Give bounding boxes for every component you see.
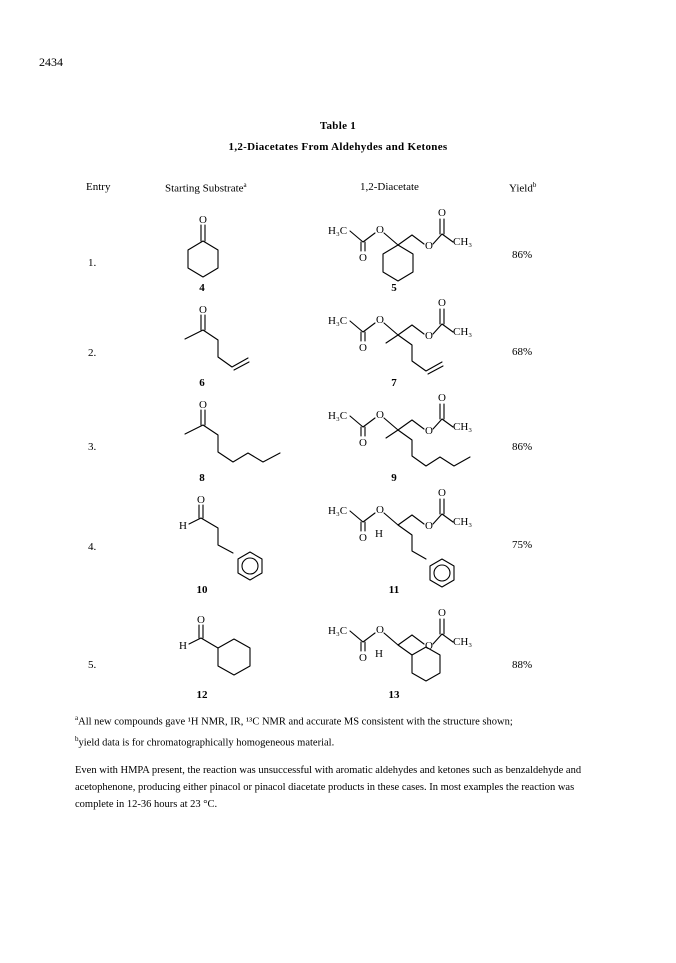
compound-number-11: 11	[388, 584, 400, 596]
structure-octanone	[160, 390, 300, 470]
atom-label: O	[425, 425, 433, 437]
atom-label: O	[359, 252, 367, 264]
yield-1: 86%	[512, 249, 533, 261]
atom-label: O	[359, 652, 367, 664]
atom-label: H	[179, 640, 187, 652]
atom-label: H₃C	[328, 505, 348, 517]
atom-label: O	[359, 532, 367, 544]
compound-number-6: 6	[199, 377, 205, 389]
compound-number-8: 8	[199, 472, 205, 484]
structure-cyclohexanone	[160, 205, 250, 285]
table-label: Table 1	[319, 120, 357, 132]
yield-2: 68%	[512, 346, 533, 358]
atom-label: CH₃	[453, 326, 473, 338]
footnote-b: $^b$yield data is for chromatographically homogeneous material.	[75, 734, 335, 748]
atom-label: O	[199, 399, 207, 411]
compound-number-12: 12	[196, 689, 208, 701]
atom-label: O	[359, 437, 367, 449]
atom-label: H	[375, 648, 383, 660]
atom-label: H₃C	[328, 315, 348, 327]
atom-label: H₃C	[328, 410, 348, 422]
structure-hexenone	[160, 295, 270, 375]
atom-label: O	[359, 342, 367, 354]
atom-label: H	[179, 520, 187, 532]
atom-label: O	[197, 614, 205, 626]
atom-label: O	[438, 487, 446, 499]
footnotes	[75, 710, 615, 751]
atom-label: O	[425, 640, 433, 652]
atom-label: H	[375, 528, 383, 540]
structure-cyclohexanecarbaldehyde	[160, 605, 280, 685]
compound-number-10: 10	[196, 584, 208, 596]
entry-1: 1.	[88, 257, 97, 269]
atom-label: H₃C	[328, 625, 348, 637]
atom-label: O	[199, 214, 207, 226]
atom-label: O	[438, 297, 446, 309]
entry-4: 4.	[88, 541, 97, 553]
atom-label: O	[376, 504, 384, 516]
atom-label: CH₃	[453, 636, 473, 648]
atom-label: O	[438, 392, 446, 404]
compound-number-7: 7	[391, 377, 397, 389]
structure-diacetate-5	[320, 195, 520, 285]
atom-label: CH₃	[453, 421, 473, 433]
atom-label: O	[425, 240, 433, 252]
yield-4: 75%	[512, 539, 533, 551]
header-entry: Entry	[86, 181, 111, 193]
compound-number-4: 4	[199, 282, 205, 294]
header-product: 1,2-Diacetate	[360, 181, 419, 193]
compound-number-13: 13	[388, 689, 400, 701]
header-yield: Yield$^b$	[509, 181, 537, 195]
entry-3: 3.	[88, 441, 97, 453]
header-substrate: Starting Substrate$^a$	[165, 181, 247, 195]
yield-5: 88%	[512, 659, 533, 671]
atom-label: O	[197, 494, 205, 506]
atom-label: H₃C	[328, 225, 348, 237]
structure-phenylpropanal	[160, 485, 280, 585]
structure-diacetate-13	[320, 595, 520, 690]
table-caption: 1,2-Diacetates From Aldehydes and Ketones	[228, 141, 448, 153]
page-number: 2434	[39, 55, 63, 69]
body-paragraph: Even with HMPA present, the reaction was unsuccessful with aromatic aldehydes and ketones such as benzaldehyde and acetophenone, producing either pinacol or pinacol diacetate products in these cases. In most examples the reaction was complete in 12-36 hours at 23 °C.	[75, 765, 582, 810]
yield-3: 86%	[512, 441, 533, 453]
footnote-a: $^a$All new compounds gave ¹H NMR, IR, ¹³C NMR and accurate MS consistent with the structure shown;	[75, 714, 513, 728]
atom-label: CH₃	[453, 236, 473, 248]
compound-number-9: 9	[391, 472, 397, 484]
atom-label: O	[376, 224, 384, 236]
structure-diacetate-7	[320, 285, 520, 380]
atom-label: O	[199, 304, 207, 316]
atom-label: O	[438, 207, 446, 219]
atom-label: O	[376, 624, 384, 636]
structure-diacetate-9	[320, 380, 520, 475]
atom-label: O	[376, 409, 384, 421]
atom-label: O	[425, 520, 433, 532]
atom-label: CH₃	[453, 516, 473, 528]
entry-5: 5.	[88, 659, 97, 671]
compound-number-5: 5	[391, 282, 397, 294]
atom-label: O	[376, 314, 384, 326]
structure-diacetate-11	[320, 475, 520, 587]
atom-label: O	[425, 330, 433, 342]
atom-label: O	[438, 607, 446, 619]
entry-2: 2.	[88, 347, 97, 359]
